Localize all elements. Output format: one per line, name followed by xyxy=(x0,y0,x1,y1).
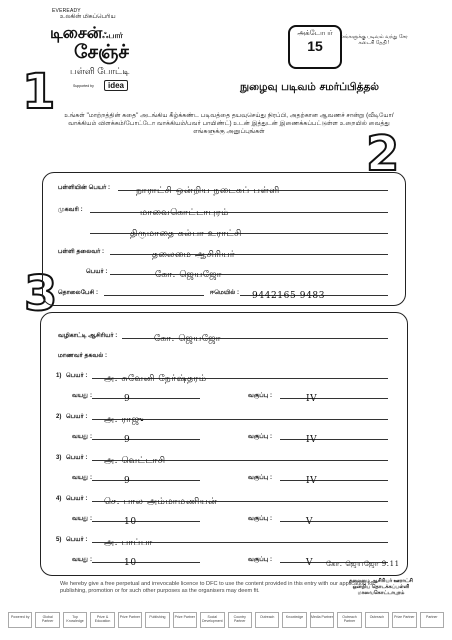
partner-logos xyxy=(8,612,444,628)
student-age-field[interactable] xyxy=(92,470,200,486)
student-name-value: அ. வெட்டாசி xyxy=(104,456,166,466)
student-age-value: 9 xyxy=(124,394,131,404)
student-name-value: அ. பாப்பா xyxy=(104,538,153,548)
address-line2-value: திருமாதை கல்பா உராட்சி xyxy=(130,229,242,239)
students-label: மாணவர் தகவல் : xyxy=(58,352,108,359)
student-class-value: IV xyxy=(306,394,318,404)
student-name-value: செ. பால அம்மாமணியன் xyxy=(104,497,218,507)
school-stamp: தலைமை ஆசிரியர் ஊராட்சி ஒன்றிய தொடக்கப்பள்ளி மாவைகொட்டாபுரம் xyxy=(349,578,413,596)
signature: கோ. ஜெயஜோ 9.11 xyxy=(326,560,400,568)
student-age-value: 10 xyxy=(124,558,137,568)
brand-small-text: EVEREADY xyxy=(52,8,81,14)
head-name-label: பெயர் : xyxy=(86,268,108,275)
partner-logo: Publishing xyxy=(145,612,169,628)
deadline-day: 15 xyxy=(307,38,323,54)
head-name-value: கோ. ஜெயஜோ xyxy=(155,270,222,280)
email-field[interactable] xyxy=(240,285,388,301)
partner-logo: Partner xyxy=(420,612,444,628)
partner-logo: Media Partner xyxy=(310,612,334,628)
student-age-label: வயது : xyxy=(72,392,93,399)
student-age-field[interactable] xyxy=(92,511,200,527)
email-value: 9442165 9483 xyxy=(252,291,326,301)
address-line1-value: மாவைகொட்டாபுரம் xyxy=(140,208,229,218)
deadline-month: அக்டோபர் xyxy=(297,30,333,37)
school-head-value: தலைமை ஆசிரியர் xyxy=(152,250,236,260)
partner-logo: Global Partner xyxy=(35,612,59,628)
school-name-field[interactable] xyxy=(118,180,388,196)
student-name-label: பெயர் : xyxy=(66,372,88,379)
address-field-line2[interactable] xyxy=(90,223,388,239)
school-name-label: பள்ளியின் பெயர் : xyxy=(58,184,111,191)
student-class-label: வகுப்பு : xyxy=(248,556,273,563)
student-number: 2) xyxy=(56,413,62,420)
deadline-note: எங்களுக்கு படிவம் வந்து சேர கடைசி தேதி ! xyxy=(340,34,408,46)
student-age-field[interactable] xyxy=(92,388,200,404)
school-head-label: பள்ளி தலைவர் : xyxy=(58,248,104,255)
student-name-value: அ. சுவேனி நேர்ஷ்தரம் xyxy=(104,374,207,384)
brand-subtitle: உலகின் மிகப்பெரிய xyxy=(60,14,116,20)
student-class-value: V xyxy=(306,517,314,527)
student-name-field[interactable] xyxy=(92,532,388,548)
partner-logo: Top Knowledge xyxy=(63,612,87,628)
student-name-label: பெயர் : xyxy=(66,536,88,543)
school-head-field[interactable] xyxy=(110,244,388,260)
student-class-label: வகுப்பு : xyxy=(248,515,273,522)
guide-teacher-label: வழிகாட்டி ஆசிரியர் : xyxy=(58,332,118,339)
email-label: ஈமெயில் : xyxy=(210,289,239,296)
head-name-field[interactable] xyxy=(110,264,388,280)
student-name-label: பெயர் : xyxy=(66,495,88,502)
partner-logo: Prize Partner xyxy=(392,612,416,628)
student-age-value: 9 xyxy=(124,476,131,486)
student-age-label: வயது : xyxy=(72,433,93,440)
student-class-field[interactable] xyxy=(280,511,388,527)
student-age-label: வயது : xyxy=(72,474,93,481)
student-number: 1) xyxy=(56,372,62,379)
student-number: 3) xyxy=(56,454,62,461)
partner-logo: Outreach xyxy=(365,612,389,628)
partner-logo: Country Partner xyxy=(228,612,252,628)
guide-teacher-field[interactable] xyxy=(122,328,388,344)
student-class-field[interactable] xyxy=(280,429,388,445)
student-class-value: IV xyxy=(306,435,318,445)
step-number-2: 2 xyxy=(366,126,400,182)
student-name-field[interactable] xyxy=(92,450,388,466)
phone-field[interactable] xyxy=(104,285,204,296)
student-class-label: வகுப்பு : xyxy=(248,392,273,399)
student-age-field[interactable] xyxy=(92,552,200,568)
student-age-label: வயது : xyxy=(72,556,93,563)
student-name-label: பெயர் : xyxy=(66,413,88,420)
partner-logo: Social Development xyxy=(200,612,224,628)
student-class-label: வகுப்பு : xyxy=(248,433,273,440)
student-name-field[interactable] xyxy=(92,409,388,425)
student-age-value: 9 xyxy=(124,435,131,445)
step-number-1: 1 xyxy=(22,64,56,120)
student-age-field[interactable] xyxy=(92,429,200,445)
contest-name: பள்ளி போட்டி xyxy=(70,66,130,76)
partner-logo: Powered by xyxy=(8,612,32,628)
supported-by-label: Supported by xyxy=(73,84,94,88)
student-age-value: 10 xyxy=(124,517,137,527)
licence-text: We hereby give a free perpetual and irrevocable licence to DFC to use the content provided in this entry with our application for publishing, promotion or for such other purposes as the organisers may deem fit. xyxy=(60,581,375,594)
student-class-field[interactable] xyxy=(280,470,388,486)
school-name-value: நாராட்சி ஒன்றிய நடைகப் பள்ளி xyxy=(136,186,280,196)
deadline-badge xyxy=(288,25,342,69)
address-label: முகவரி : xyxy=(58,206,83,213)
guide-teacher-value: கோ. ஜெயஜோ xyxy=(154,334,221,344)
partner-logo: Knowledge xyxy=(282,612,306,628)
step-number-3: 3 xyxy=(24,266,58,322)
student-class-value: IV xyxy=(306,476,318,486)
phone-label: தொலைபேசி : xyxy=(58,289,99,296)
brand-title-line2: சேஞ்ச் xyxy=(74,41,129,63)
partner-logo: Prize Partner xyxy=(173,612,197,628)
partner-logo: Prize Partner xyxy=(118,612,142,628)
student-name-field[interactable] xyxy=(92,368,388,384)
partner-logo: Prize & Education xyxy=(90,612,114,628)
student-name-label: பெயர் : xyxy=(66,454,88,461)
brand-title-suffix: ஃபார் xyxy=(102,31,123,40)
instructions-text: உங்கள் "மாற்றத்தின் கதை" அடங்கிய கீழ்க்கண்ட படிவத்தை தயவுசெய்து நிரப்பி, அதற்கான ஆவணச் சான்று (வீடியோ/வாக்கியம் விளக்கம்/போட்டோ வாக்கியம்/பவர் பாயிண்ட்) உடன் இத்துடன் இணைக்கப்பட்டுள்ள உறையில் வைத்து எங்களுக்கு அனுப்புங்கள் xyxy=(64,112,394,136)
brand-title-main: டிசைன் xyxy=(50,23,103,42)
student-class-label: வகுப்பு : xyxy=(248,474,273,481)
student-class-field[interactable] xyxy=(280,388,388,404)
address-field-line1[interactable] xyxy=(90,202,388,218)
form-title: நுழைவு படிவம் சமர்ப்பித்தல் xyxy=(240,81,380,93)
student-age-label: வயது : xyxy=(72,515,93,522)
partner-logo: Outreach xyxy=(255,612,279,628)
student-name-field[interactable] xyxy=(92,491,388,507)
student-class-value: V xyxy=(306,558,314,568)
student-number: 4) xyxy=(56,495,62,502)
partner-logo: Outreach Partner xyxy=(337,612,361,628)
student-number: 5) xyxy=(56,536,62,543)
sponsor-logo: idea xyxy=(104,80,128,91)
student-name-value: அ. ராஜு xyxy=(104,415,145,425)
